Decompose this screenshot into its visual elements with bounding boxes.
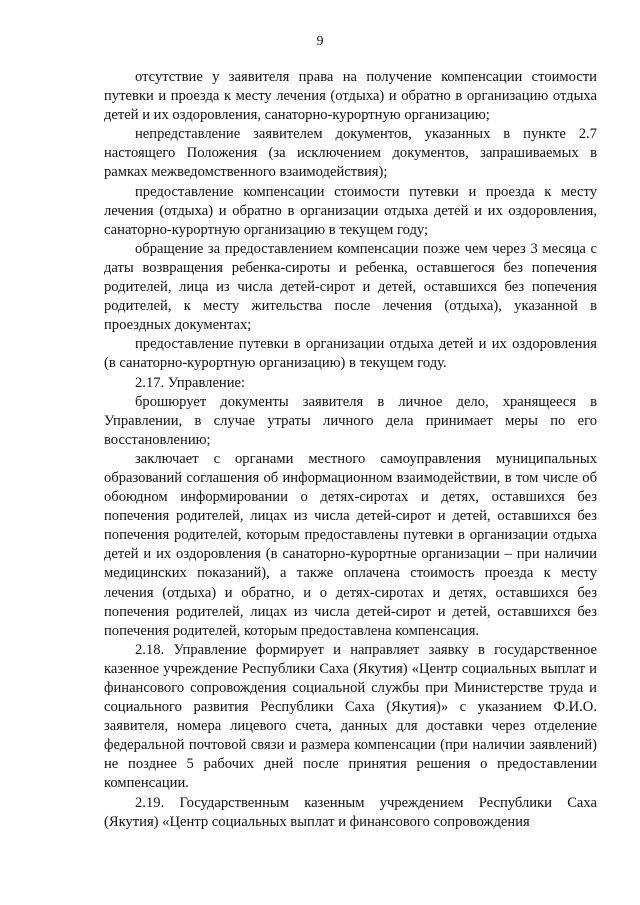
section-heading-2-17: 2.17. Управление:: [135, 374, 246, 391]
paragraph: отсутствие у заявителя права на получение компенсации стоимости путевки и проезда к месту лечения (отдыха) и обратно в организацию отдыха детей и их оздоровления, санаторно-курортную организацию;: [104, 69, 597, 124]
paragraph: обращение за предоставлением компенсации позже чем через 3 месяца с даты возвращения ребенка-сироты и ребенка, оставшегося без попечения родителей, лица из числа детей-сирот и детей, оставшихся без попечения родителей, к месту жительства после лечения (отдыха), указанной в проездных документах;: [104, 240, 597, 334]
paragraph: предоставление компенсации стоимости путевки и проезда к месту лечения (отдыха) и обратно в организации отдыха детей и их оздоровления, санаторно-курортную организацию в текущем году;: [104, 183, 597, 238]
page-number: 9: [316, 34, 324, 49]
section-2-19: 2.19. Государственным казенным учреждением Республики Саха (Якутия) «Центр социальных выплат и финансового сопровождения: [104, 794, 597, 830]
paragraph: предоставление путевки в организации отдыха детей и их оздоровления (в санаторно-курортную организацию) в текущем году.: [104, 336, 597, 372]
section-2-18: 2.18. Управление формирует и направляет заявку в государственное казенное учреждение Республики Саха (Якутия) «Центр социальных выплат и финансового сопровождения социальной службы при Министерстве труда и социального развития Республики Саха (Якутия)» с указанием Ф.И.О. заявителя, номера лицевого счета, данных для доставки через отделение федеральной почтовой связи и размера компенсации (при наличии заявлений) не позднее 5 рабочих дней после принятия решения о предоставлении компенсации.: [104, 641, 597, 792]
document-body: [104, 68, 597, 832]
paragraph: заключает с органами местного самоуправления муниципальных образований соглашения об информационном взаимодействии, в том числе об обоюдном информировании о детях-сиротах и детях, оставшихся без попечения родителей, лицах из числа детей-сирот и детей, оставшихся без попечения родителей, которым предоставлены путевки в организации отдыха детей и их оздоровления (в санаторно-курортные организации – при наличии медицинских показаний), а также оплачена стоимость проезда к месту лечения (отдыха) и обратно, и о детях-сиротах и детях, оставшихся без попечения родителей, лицах из числа детей-сирот и детей, оставшихся без попечения родителей, которым предоставлена компенсация.: [104, 450, 597, 639]
paragraph: брошюрует документы заявителя в личное дело, хранящееся в Управлении, в случае утраты личного дела принимает меры по его восстановлению;: [104, 393, 597, 448]
paragraph: непредставление заявителем документов, указанных в пункте 2.7 настоящего Положения (за исключением документов, запрашиваемых в рамках межведомственного взаимодействия);: [104, 126, 597, 181]
